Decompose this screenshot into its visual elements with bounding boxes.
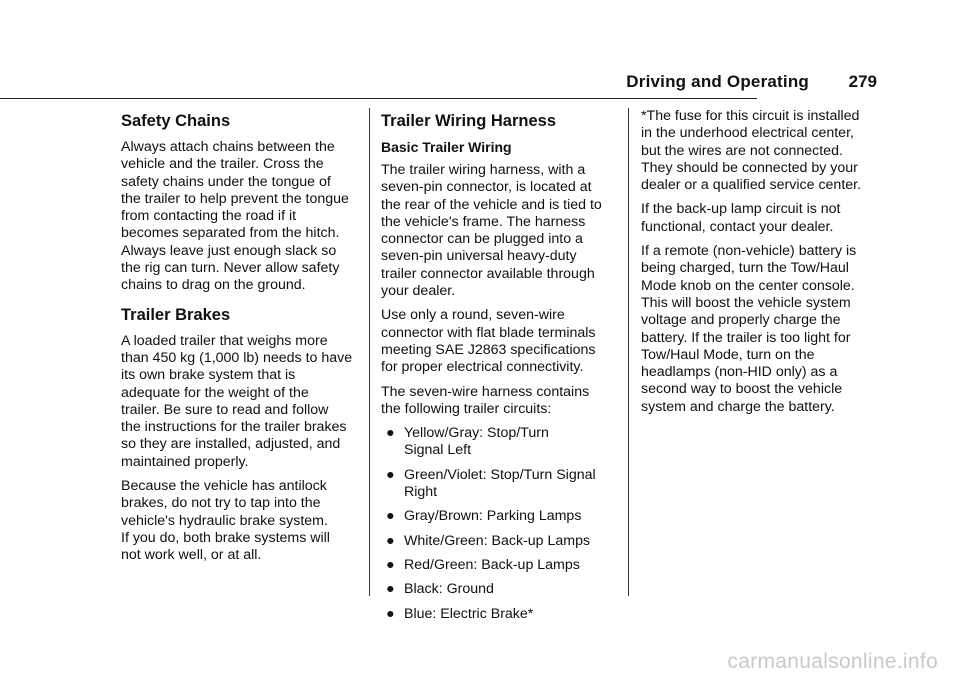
bullet-icon: ●	[386, 556, 395, 573]
list-item	[381, 606, 613, 623]
trailer-brakes-paragraph-2: Because the vehicle has antilock brakes, do not try to tap into the vehicle's hydraulic brake system. If you do, both brake systems will not work well, or at all.	[121, 478, 330, 564]
list-item-text: White/Green: Back-up Lamps	[404, 532, 591, 549]
wiring-paragraph-1: The trailer wiring harness, with a seven-pin connector, is located at the rear of the vehicle and is tied to the vehicle's frame. The harness connector can be plugged into a seven-pin universal heavy-duty trailer connector available through your dealer.	[381, 162, 602, 300]
column-divider-2	[628, 108, 629, 596]
safety-chains-text: Always attach chains between the vehicle and the trailer. Cross the safety chains under the tongue of the trailer to help prevent the tongue from contacting the road if it becomes separated from the hitch. Always leave just enough slack so the rig can turn. Never allow safety chains to drag on the ground.	[121, 139, 349, 294]
bullet-icon: ●	[386, 425, 395, 442]
list-item	[381, 508, 613, 525]
wiring-paragraph-2: Use only a round, seven-wire connector with flat blade terminals meeting SAE J2863 specifications for proper electrical connectivity.	[381, 307, 596, 376]
list-item	[381, 425, 613, 460]
list-item-text: Yellow/Gray: Stop/Turn Signal Left	[404, 425, 549, 459]
list-item-text: Gray/Brown: Parking Lamps	[404, 508, 582, 525]
list-item	[381, 581, 613, 598]
column-middle	[381, 108, 613, 630]
wiring-paragraph-3: The seven-wire harness contains the following trailer circuits:	[381, 383, 590, 417]
circuit-list	[381, 425, 613, 623]
section-title: Driving and Operating	[626, 72, 809, 91]
list-item	[381, 467, 613, 502]
bullet-icon: ●	[386, 532, 395, 549]
page-header	[120, 70, 877, 100]
watermark: carmanualsonline.info	[727, 650, 938, 673]
list-item-text: Black: Ground	[404, 581, 494, 598]
fuse-note: *The fuse for this circuit is installed in the underhood electrical center, but the wires are not connected. They should be connected by your dealer or a qualified service center.	[641, 108, 862, 194]
bullet-icon: ●	[386, 466, 395, 483]
list-item	[381, 557, 613, 574]
safety-chains-heading: Safety Chains	[121, 112, 231, 130]
remote-battery-note: If a remote (non-vehicle) battery is being charged, turn the Tow/Haul Mode knob on the center console. This will boost the vehicle system voltage and properly charge the battery. If the trailer is too light for Tow/Haul Mode, turn on the headlamps (non-HID only) as a second way to boost the vehicle system and charge the battery.	[641, 243, 857, 415]
column-right	[641, 108, 871, 423]
column-left	[121, 108, 357, 572]
page-number: 279	[848, 72, 877, 91]
bullet-icon: ●	[386, 508, 395, 525]
trailer-brakes-heading: Trailer Brakes	[121, 305, 231, 324]
list-item	[381, 533, 613, 550]
list-item-text: Green/Violet: Stop/Turn Signal Right	[404, 466, 596, 501]
column-divider-1	[369, 108, 370, 596]
list-item-text: Red/Green: Back-up Lamps	[404, 556, 580, 573]
header-rule	[0, 98, 757, 99]
backup-lamp-note: If the back-up lamp circuit is not functional, contact your dealer.	[641, 201, 841, 235]
trailer-brakes-paragraph-1: A loaded trailer that weighs more than 450 kg (1,000 lb) needs to have its own brake system that is adequate for the weight of the trailer. Be sure to read and follow the instructions for the trailer brakes so they are installed, adjusted, and maintained properly.	[121, 332, 353, 470]
trailer-wiring-heading: Trailer Wiring Harness	[381, 112, 556, 130]
list-item-text: Blue: Electric Brake*	[404, 605, 534, 622]
bullet-icon: ●	[386, 605, 395, 622]
bullet-icon: ●	[386, 581, 395, 598]
basic-wiring-subheading: Basic Trailer Wiring	[381, 139, 512, 155]
